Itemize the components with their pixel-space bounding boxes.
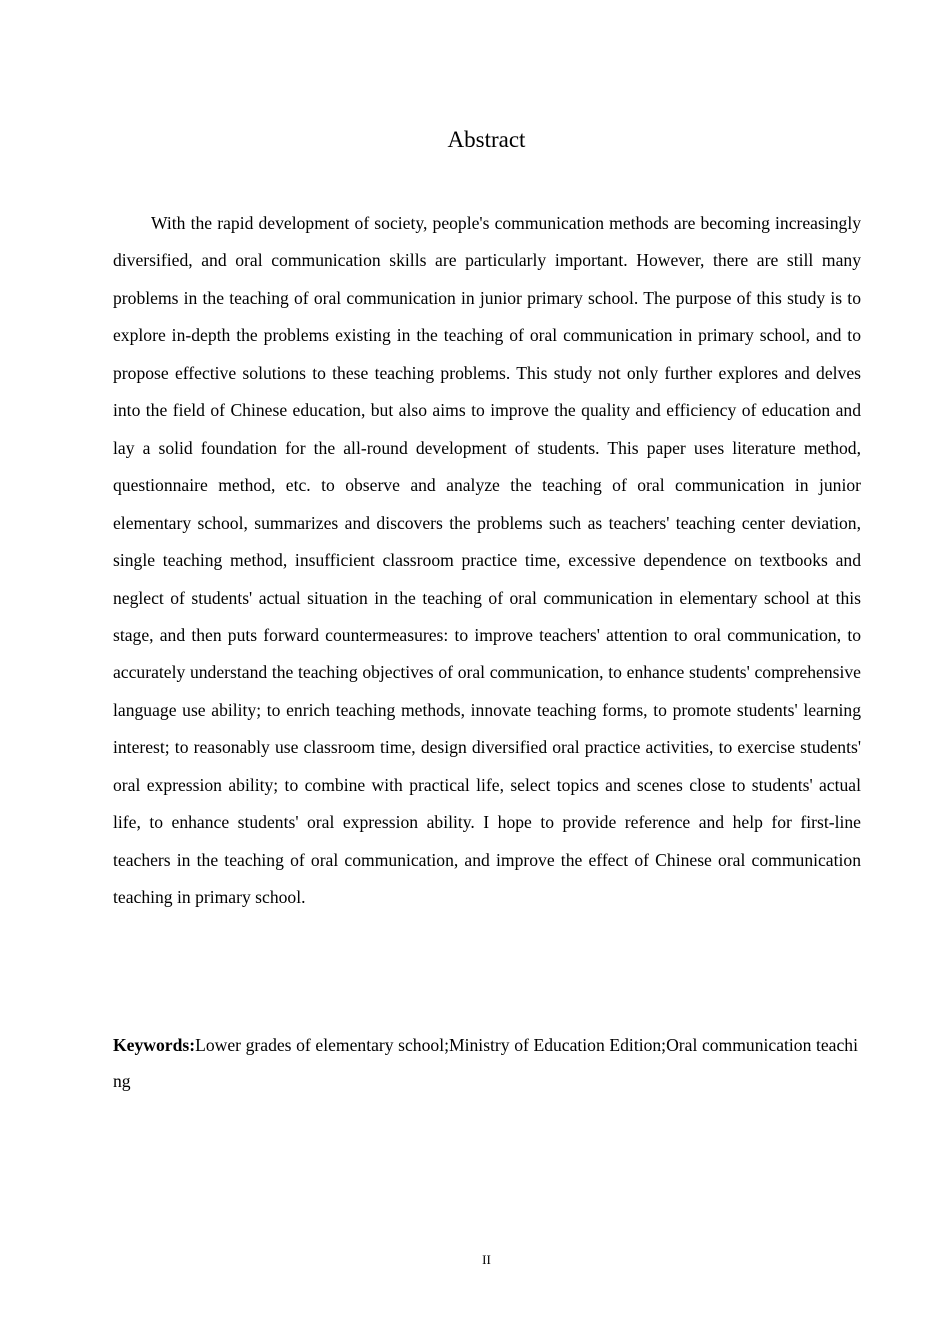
- page-title: Abstract: [447, 127, 526, 152]
- page-number: II: [482, 1252, 491, 1267]
- abstract-paragraph: With the rapid development of society, people's communication methods are becoming increasingly diversified, and oral communication skills are particularly important. However, there are still many problems in the teaching of oral communication in junior primary school. The purpose of this study is to explore in-depth the problems existing in the teaching of oral communication in primary school, and to propose effective solutions to these teaching problems. This study not only further explores and delves into the field of Chinese education, but also aims to improve the quality and efficiency of education and lay a solid foundation for the all-round development of students. This paper uses literature method, questionnaire method, etc. to observe and analyze the teaching of oral communication in junior elementary school, summarizes and discovers the problems such as teachers' teaching center deviation, single teaching method, insufficient classroom practice time, excessive dependence on textbooks and neglect of students' actual situation in the teaching of oral communication in elementary school at this stage, and then puts forward countermeasures: to improve teachers' attention to oral communication, to accurately understand the teaching objectives of oral communication, to enhance students' comprehensive language use ability; to enrich teaching methods, innovate teaching forms, to promote students' learning interest; to reasonably use classroom time, design diversified oral practice activities, to exercise students' oral expression ability; to combine with practical life, select topics and scenes close to students' actual life, to enhance students' oral expression ability. I hope to provide reference and help for first-line teachers in the teaching of oral communication, and improve the effect of Chinese oral communication teaching in primary school.: [113, 213, 861, 908]
- keywords-label: Keywords:: [113, 1035, 196, 1055]
- keywords-text: Lower grades of elementary school;Ministry of Education Edition;Oral communication teaching: [113, 1035, 858, 1091]
- keywords-line: [113, 1027, 858, 1099]
